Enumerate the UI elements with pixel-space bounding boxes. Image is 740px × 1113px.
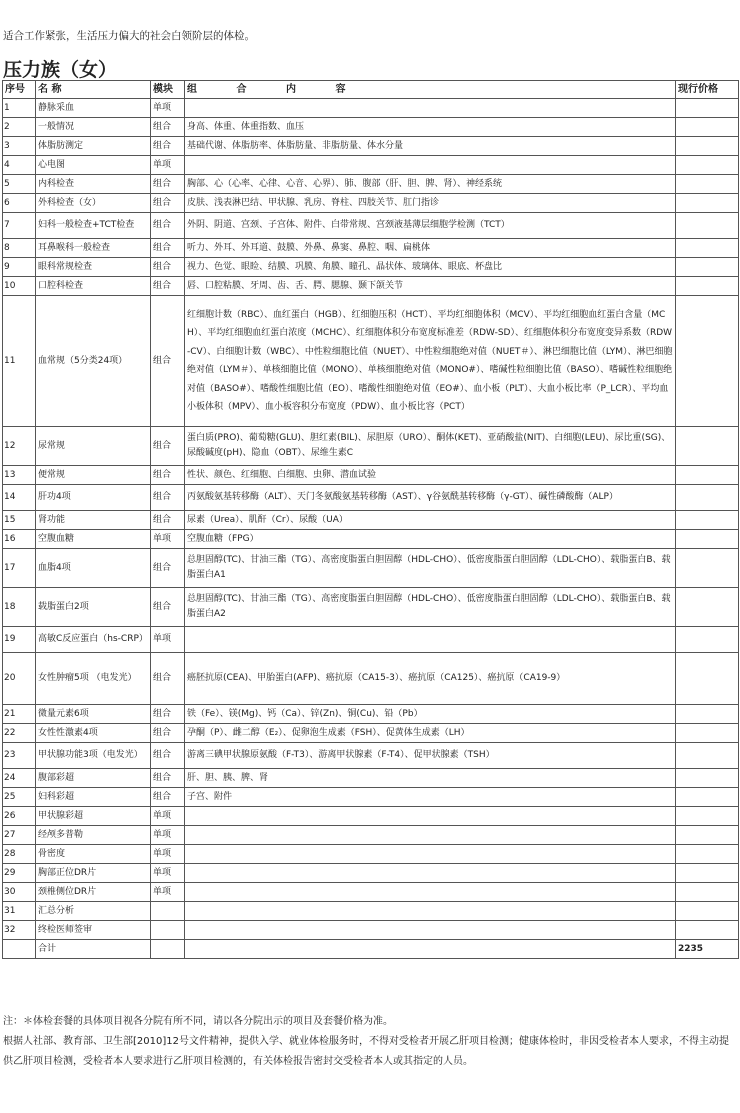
table-row	[3, 705, 739, 724]
row-seq: 19	[3, 627, 36, 653]
row-content	[185, 845, 676, 864]
table-row	[3, 845, 739, 864]
row-price	[676, 175, 739, 194]
row-module: 组合	[151, 118, 185, 137]
row-seq: 22	[3, 724, 36, 743]
row-name: 外科检查（女）	[36, 194, 151, 213]
row-name: 女性性激素4项	[36, 724, 151, 743]
row-name: 甲状腺彩超	[36, 807, 151, 826]
row-content	[185, 99, 676, 118]
row-price	[676, 99, 739, 118]
table-row	[3, 511, 739, 530]
header-price: 现行价格	[676, 81, 739, 99]
row-module: 组合	[151, 277, 185, 296]
row-name: 肾功能	[36, 511, 151, 530]
row-name: 耳鼻喉科一般检查	[36, 239, 151, 258]
row-content: 总胆固醇(TC)、甘油三酯（TG）、高密度脂蛋白胆固醇（HDL-CHO）、低密度脂蛋白胆固醇（LDL-CHO）、载脂蛋白B、载脂蛋白A2	[185, 588, 676, 627]
row-module: 组合	[151, 427, 185, 466]
row-price	[676, 769, 739, 788]
row-module: 组合	[151, 769, 185, 788]
row-module: 组合	[151, 549, 185, 588]
row-price	[676, 826, 739, 845]
row-price	[676, 788, 739, 807]
row-module: 组合	[151, 653, 185, 705]
row-content	[185, 864, 676, 883]
row-name: 一般情况	[36, 118, 151, 137]
row-name: 尿常规	[36, 427, 151, 466]
row-price	[676, 258, 739, 277]
row-content: 视力、色觉、眼睑、结膜、巩膜、角膜、瞳孔、晶状体、玻璃体、眼底、杯盘比	[185, 258, 676, 277]
row-price	[676, 724, 739, 743]
row-name: 载脂蛋白2项	[36, 588, 151, 627]
table-row	[3, 769, 739, 788]
row-module: 组合	[151, 137, 185, 156]
row-seq: 10	[3, 277, 36, 296]
row-content: 唇、口腔粘膜、牙周、齿、舌、腭、腮腺、颞下颌关节	[185, 277, 676, 296]
row-name: 骨密度	[36, 845, 151, 864]
row-seq: 32	[3, 921, 36, 940]
total-label: 合计	[36, 940, 151, 959]
table-row	[3, 194, 739, 213]
row-price	[676, 239, 739, 258]
row-module	[151, 902, 185, 921]
row-name: 甲状腺功能3项（电发光）	[36, 743, 151, 769]
row-seq: 28	[3, 845, 36, 864]
row-module: 组合	[151, 485, 185, 511]
row-module: 组合	[151, 788, 185, 807]
table-row	[3, 427, 739, 466]
row-seq: 7	[3, 213, 36, 239]
table-row	[3, 485, 739, 511]
row-content: 癌胚抗原(CEA)、甲胎蛋白(AFP)、癌抗原（CA15-3）、癌抗原（CA125）、癌抗原（CA19-9）	[185, 653, 676, 705]
note-hepatitis-policy: 根据人社部、教育部、卫生部[2010]12号文件精神，提供入学、就业体检服务时，不得对受检者开展乙肝项目检测；健康体检时，非因受检者本人要求，不得主动提供乙肝项目检测，受检者本人要求进行乙肝项目检测的，有关体检报告密封交受检者本人或其指定的人员。	[3, 1036, 729, 1067]
row-name: 便常规	[36, 466, 151, 485]
row-content: 子宫、附件	[185, 788, 676, 807]
row-content: 胸部、心（心率、心律、心音、心界）、肺、腹部（肝、胆、脾、肾）、神经系统	[185, 175, 676, 194]
row-seq: 18	[3, 588, 36, 627]
table-row	[3, 883, 739, 902]
table-row	[3, 137, 739, 156]
row-price	[676, 549, 739, 588]
row-seq: 8	[3, 239, 36, 258]
row-price	[676, 845, 739, 864]
row-content	[185, 826, 676, 845]
row-content: 尿素（Urea）、肌酐（Cr）、尿酸（UA）	[185, 511, 676, 530]
row-seq: 3	[3, 137, 36, 156]
row-content: 肝、胆、胰、脾、肾	[185, 769, 676, 788]
row-price	[676, 296, 739, 427]
row-seq: 27	[3, 826, 36, 845]
row-module: 组合	[151, 724, 185, 743]
note-disclaimer: 注：＊体检套餐的具体项目视各分院有所不同，请以各分院出示的项目及套餐价格为准。	[3, 1016, 393, 1027]
row-content: 身高、体重、体重指数、血压	[185, 118, 676, 137]
row-seq: 31	[3, 902, 36, 921]
table-row	[3, 807, 739, 826]
row-module: 组合	[151, 194, 185, 213]
row-seq: 13	[3, 466, 36, 485]
row-price	[676, 511, 739, 530]
row-price	[676, 277, 739, 296]
row-name: 微量元素6项	[36, 705, 151, 724]
row-content	[185, 883, 676, 902]
row-content: 铁（Fe）、镁(Mg)、钙（Ca）、锌(Zn)、铜(Cu)、铅（Pb）	[185, 705, 676, 724]
row-content: 基础代谢、体脂肪率、体脂肪量、非脂肪量、体水分量	[185, 137, 676, 156]
row-price	[676, 137, 739, 156]
row-name: 经颅多普勒	[36, 826, 151, 845]
row-content	[185, 921, 676, 940]
row-name: 颈椎侧位DR片	[36, 883, 151, 902]
row-content: 孕酮（P）、雌二醇（E₂）、促卵泡生成素（FSH）、促黄体生成素（LH）	[185, 724, 676, 743]
row-content: 空腹血糖（FPG）	[185, 530, 676, 549]
row-seq: 29	[3, 864, 36, 883]
table-row	[3, 239, 739, 258]
row-seq: 12	[3, 427, 36, 466]
row-name: 体脂肪测定	[36, 137, 151, 156]
header-content: 组 合 内 容	[185, 81, 676, 99]
row-content: 性状、颜色、红细胞、白细胞、虫卵、潜血试验	[185, 466, 676, 485]
row-name: 口腔科检查	[36, 277, 151, 296]
row-seq: 1	[3, 99, 36, 118]
intro-text: 适合工作紧张，生活压力偏大的社会白领阶层的体检。	[3, 30, 255, 42]
row-seq: 9	[3, 258, 36, 277]
table-body	[3, 99, 739, 940]
row-price	[676, 118, 739, 137]
table-row	[3, 99, 739, 118]
table-row	[3, 118, 739, 137]
row-seq: 6	[3, 194, 36, 213]
row-name: 妇科彩超	[36, 788, 151, 807]
row-seq: 16	[3, 530, 36, 549]
row-module: 单项	[151, 883, 185, 902]
row-price	[676, 653, 739, 705]
row-content: 丙氨酸氨基转移酶（ALT）、天门冬氨酸氨基转移酶（AST）、γ谷氨酰基转移酶（γ-GT）、碱性磷酸酶（ALP）	[185, 485, 676, 511]
row-name: 女性肿瘤5项 （电发光）	[36, 653, 151, 705]
total-price: 2235	[676, 940, 739, 959]
row-content	[185, 902, 676, 921]
row-module: 组合	[151, 705, 185, 724]
header-name: 名 称	[36, 81, 151, 99]
table-row	[3, 277, 739, 296]
row-price	[676, 213, 739, 239]
row-content: 外阴、阴道、宫颈、子宫体、附件、白带常规、宫颈液基薄层细胞学检测（TCT）	[185, 213, 676, 239]
row-module: 组合	[151, 296, 185, 427]
row-seq: 30	[3, 883, 36, 902]
notes	[3, 1012, 737, 1072]
row-module: 组合	[151, 743, 185, 769]
row-module: 单项	[151, 627, 185, 653]
row-module: 组合	[151, 175, 185, 194]
table-row	[3, 826, 739, 845]
row-seq: 4	[3, 156, 36, 175]
table-row	[3, 466, 739, 485]
row-price	[676, 864, 739, 883]
row-name: 腹部彩超	[36, 769, 151, 788]
table-row	[3, 724, 739, 743]
row-module: 组合	[151, 511, 185, 530]
row-name: 血脂4项	[36, 549, 151, 588]
row-module: 组合	[151, 258, 185, 277]
row-name: 胸部正位DR片	[36, 864, 151, 883]
total-row	[3, 940, 739, 959]
header-seq: 序号	[3, 81, 36, 99]
row-seq: 5	[3, 175, 36, 194]
page-title: 压力族（女）	[3, 59, 118, 81]
row-name: 肝功4项	[36, 485, 151, 511]
row-seq: 25	[3, 788, 36, 807]
row-seq: 2	[3, 118, 36, 137]
table-row	[3, 213, 739, 239]
row-module: 组合	[151, 466, 185, 485]
table-row	[3, 627, 739, 653]
row-name: 妇科一般检查+TCT检查	[36, 213, 151, 239]
row-name: 心电图	[36, 156, 151, 175]
table-row	[3, 788, 739, 807]
row-seq: 15	[3, 511, 36, 530]
table-row	[3, 921, 739, 940]
row-price	[676, 194, 739, 213]
header-module: 模块	[151, 81, 185, 99]
row-price	[676, 883, 739, 902]
row-name: 静脉采血	[36, 99, 151, 118]
row-price	[676, 427, 739, 466]
row-seq: 24	[3, 769, 36, 788]
row-price	[676, 921, 739, 940]
table-row	[3, 864, 739, 883]
row-price	[676, 588, 739, 627]
row-content	[185, 156, 676, 175]
row-module: 单项	[151, 845, 185, 864]
row-name: 高敏C反应蛋白（hs-CRP）	[36, 627, 151, 653]
row-content	[185, 807, 676, 826]
row-module: 单项	[151, 99, 185, 118]
table-row	[3, 588, 739, 627]
row-price	[676, 466, 739, 485]
table-row	[3, 902, 739, 921]
row-seq: 11	[3, 296, 36, 427]
row-name: 血常规（5分类24项）	[36, 296, 151, 427]
row-module: 单项	[151, 826, 185, 845]
row-module: 单项	[151, 156, 185, 175]
table-row	[3, 549, 739, 588]
row-content: 听力、外耳、外耳道、鼓膜、外鼻、鼻窦、鼻腔、咽、扁桃体	[185, 239, 676, 258]
row-module: 单项	[151, 864, 185, 883]
row-price	[676, 485, 739, 511]
row-name: 内科检查	[36, 175, 151, 194]
package-table	[2, 80, 739, 959]
row-seq: 17	[3, 549, 36, 588]
row-seq: 20	[3, 653, 36, 705]
row-name: 空腹血糖	[36, 530, 151, 549]
row-price	[676, 743, 739, 769]
row-price	[676, 902, 739, 921]
table-row	[3, 156, 739, 175]
row-seq: 26	[3, 807, 36, 826]
row-module: 单项	[151, 807, 185, 826]
row-price	[676, 156, 739, 175]
row-content: 皮肤、浅表淋巴结、甲状腺、乳房、脊柱、四肢关节、肛门指诊	[185, 194, 676, 213]
row-module: 单项	[151, 530, 185, 549]
row-name: 眼科常规检查	[36, 258, 151, 277]
row-price	[676, 627, 739, 653]
table-row	[3, 175, 739, 194]
row-content: 总胆固醇(TC)、甘油三酯（TG）、高密度脂蛋白胆固醇（HDL-CHO）、低密度脂蛋白胆固醇（LDL-CHO）、载脂蛋白B、载脂蛋白A1	[185, 549, 676, 588]
row-content	[185, 627, 676, 653]
table-row	[3, 296, 739, 427]
table-header-row	[3, 81, 739, 99]
row-content: 蛋白质(PRO)、葡萄糖(GLU)、胆红素(BIL)、尿胆原（URO）、酮体(KET)、亚硝酸盐(NIT)、白细胞(LEU)、尿比重(SG)、尿酸碱度(pH)、隐血（OBT）、尿维生素C	[185, 427, 676, 466]
row-module: 组合	[151, 588, 185, 627]
row-seq: 14	[3, 485, 36, 511]
table-row	[3, 743, 739, 769]
row-content: 游离三碘甲状腺原氨酸（F-T3）、游离甲状腺素（F-T4）、促甲状腺素（TSH）	[185, 743, 676, 769]
row-price	[676, 807, 739, 826]
row-name: 终检医师签审	[36, 921, 151, 940]
table-row	[3, 258, 739, 277]
row-content: 红细胞计数（RBC）、血红蛋白（HGB）、红细胞压积（HCT）、平均红细胞体积（MCV）、平均红细胞血红蛋白含量（MCH）、平均红细胞血红蛋白浓度（MCHC）、红细胞体积分布宽度标准差（RDW-SD）、红细胞体积分布宽度变异系数（RDW-CV）、白细胞计数（WBC）、中性粒细胞比值（NUET）、中性粒细胞绝对值（NUET＃）、淋巴细胞比值（LYM）、淋巴细胞绝对值（LYM＃）、单核细胞比值（MONO）、单核细胞绝对值（MONO#）、嗜碱性粒细胞比值（BASO）、嗜碱性粒细胞绝对值（BASO#）、嗜酸性细胞比值（EO）、嗜酸性细胞绝对值（EO#）、血小板（PLT）、大血小板比率（P_LCR）、平均血小板体积（MPV）、血小板容积分布宽度（PDW）、血小板比容（PCT）	[185, 296, 676, 427]
row-module: 组合	[151, 213, 185, 239]
row-seq: 21	[3, 705, 36, 724]
row-name: 汇总分析	[36, 902, 151, 921]
row-seq: 23	[3, 743, 36, 769]
row-price	[676, 705, 739, 724]
row-module: 组合	[151, 239, 185, 258]
table-row	[3, 653, 739, 705]
row-price	[676, 530, 739, 549]
table-row	[3, 530, 739, 549]
row-module	[151, 921, 185, 940]
